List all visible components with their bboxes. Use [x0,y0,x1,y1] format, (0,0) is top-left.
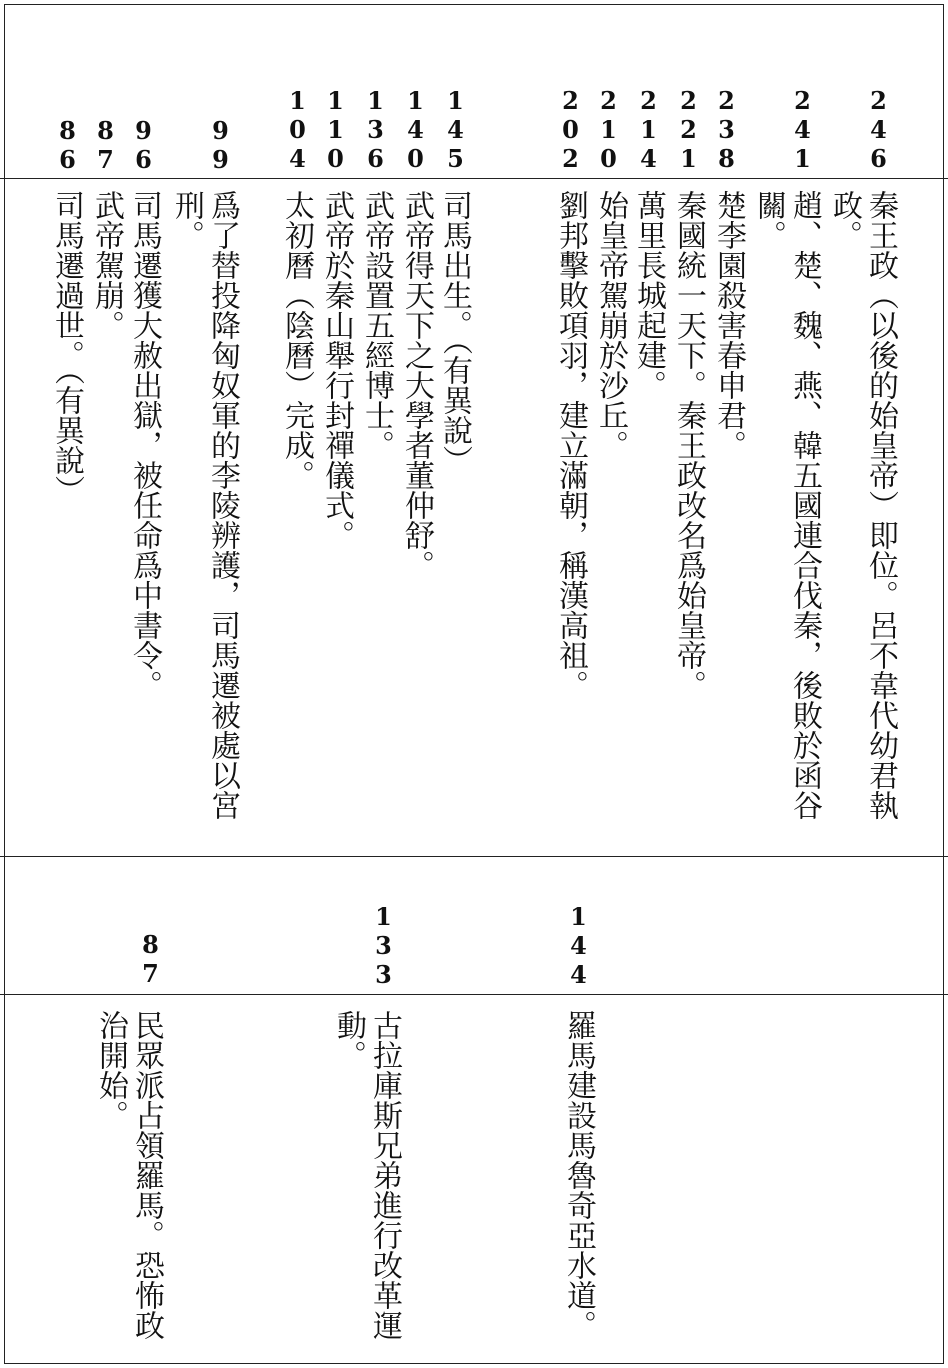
event-text: 司馬出生。（有異說） [437,190,472,475]
year-label: 241 [788,86,817,173]
year-label: 133 [369,902,398,989]
year-label: 214 [634,86,663,173]
section-divider [0,856,948,857]
year-label: 110 [321,86,350,173]
year-label: 202 [556,86,585,173]
year-label: 96 [129,116,158,174]
year-label: 221 [674,86,703,173]
event-text: 武帝於秦山舉行封禪儀式。 [319,190,354,550]
event-text: 武帝駕崩。 [89,190,124,340]
event-text: 始皇帝駕崩於沙丘。 [593,190,628,460]
year-label: 246 [864,86,893,173]
year-label: 87 [136,930,165,988]
event-text: 楚李園殺害春申君。 [711,190,746,460]
event-text: 羅馬建設馬魯奇亞水道。 [561,1010,596,1340]
event-text: 太初曆（陰曆）完成。 [279,190,314,490]
year-label: 144 [564,902,593,989]
year-label: 136 [361,86,390,173]
event-text: 秦王政（以後的始皇帝）即位。呂不韋代幼君執 政。 [827,190,898,820]
event-text: 劉邦擊敗項羽，建立滿朝，稱漢高祖。 [553,190,588,700]
year-label: 86 [53,116,82,174]
event-text: 趙、楚、魏、燕、韓五國連合伐秦，後敗於函谷 關。 [751,190,822,820]
event-text: 武帝設置五經博士。 [359,190,394,460]
event-text: 武帝得天下之大學者董仲舒。 [399,190,434,580]
event-text: 司馬遷獲大赦出獄，被任命爲中書令。 [127,190,162,700]
year-label: 104 [283,86,312,173]
event-text: 民眾派占領羅馬。恐怖政 治開始。 [93,1010,164,1340]
year-label: 145 [441,86,470,173]
header-rule-bottom [0,994,948,995]
event-text: 古拉庫斯兄弟進行改革運 動。 [331,1010,402,1340]
year-label: 210 [594,86,623,173]
year-label: 238 [712,86,741,173]
header-rule-top [0,178,948,179]
event-text: 爲了替投降匈奴軍的李陵辨護，司馬遷被處以宮 刑。 [169,190,240,820]
year-label: 140 [401,86,430,173]
year-label: 87 [91,116,120,174]
event-text: 萬里長城起建。 [631,190,666,400]
year-label: 99 [206,116,235,174]
event-text: 司馬遷過世。（有異說） [49,190,84,505]
event-text: 秦國統一天下。秦王政改名爲始皇帝。 [671,190,706,700]
